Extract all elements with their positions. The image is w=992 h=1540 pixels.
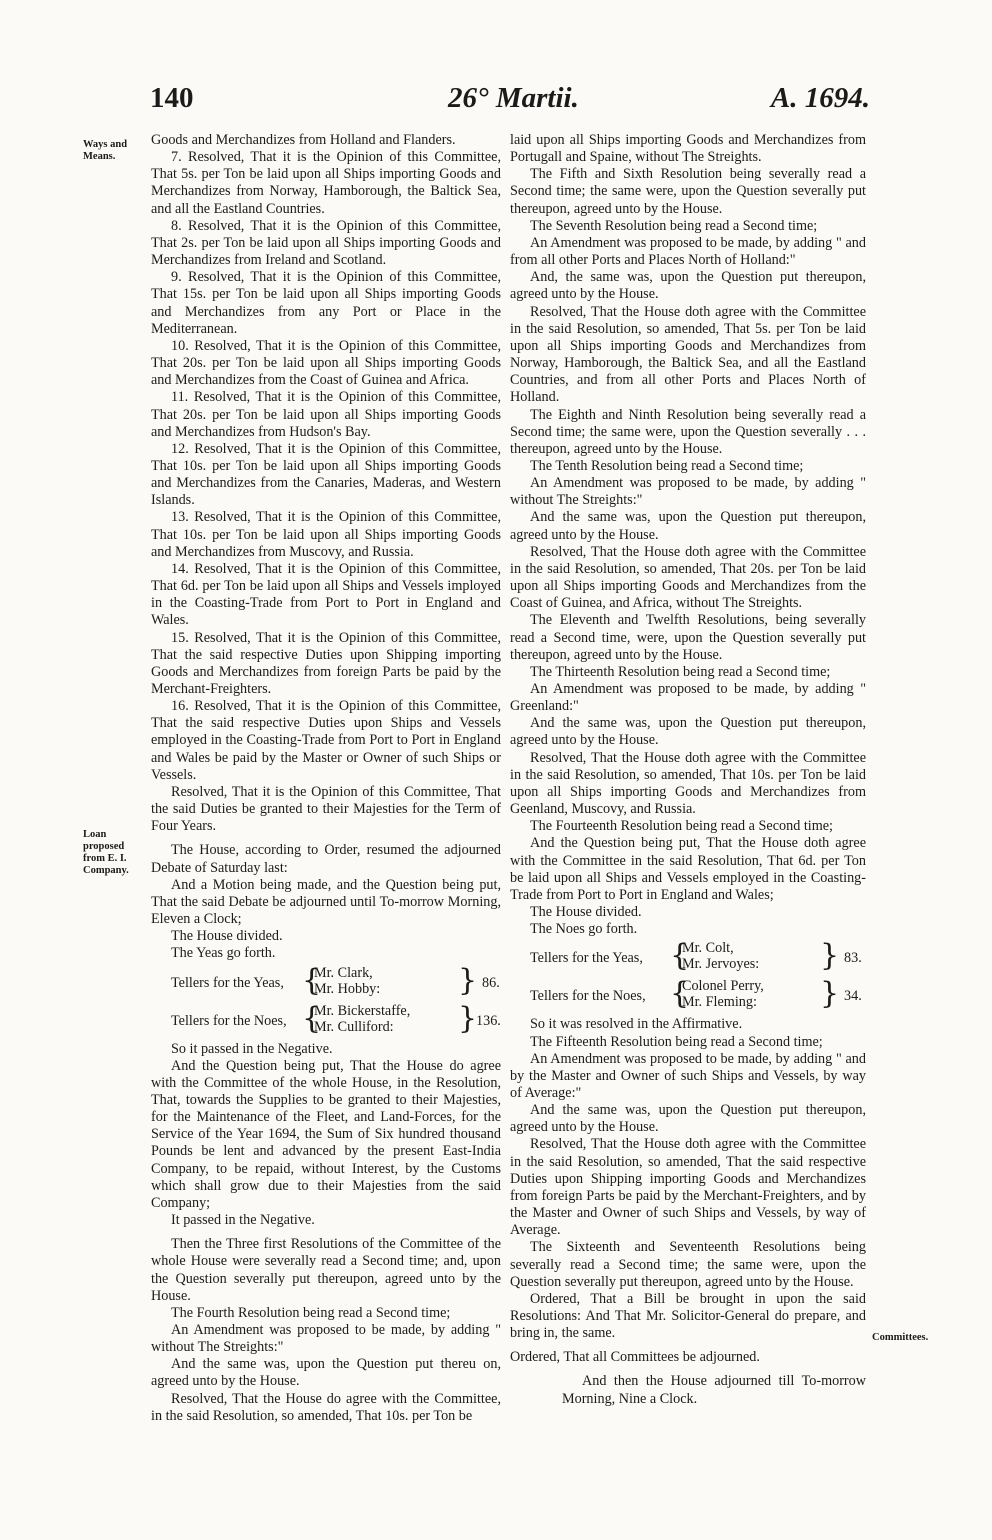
paragraph: Goods and Merchandizes from Holland and Flanders.	[151, 132, 456, 148]
resolution-14: 14. Resolved, That it is the Opinion of this Committee, That 6d. per Ton be laid upon all Ships and Vessels imployed in the Coasting-Trade from Port to Port in England and Wales.	[151, 560, 501, 629]
paragraph: Ordered, That a Bill be brought in upon the said Resolutions: And That Mr. Solicitor-General do prepare, and bring in, the same.	[510, 1290, 866, 1342]
paragraph: And a Motion being made, and the Question being put, That the said Debate be adjourned until To-morrow Morning, Eleven a Clock;	[151, 876, 501, 928]
vote-count: 86.	[482, 974, 500, 991]
resolution-10: 10. Resolved, That it is the Opinion of this Committee, That 20s. per Ton be laid upon all Ships importing Goods and Merchandizes from the Coast of Guinea and Africa.	[151, 337, 501, 389]
resolution-15: 15. Resolved, That it is the Opinion of this Committee, That the said respective Duties upon Shipping importing Goods and Merchandizes from foreign Parts be paid by the Merchant-Freighters.	[151, 629, 501, 697]
vote-count: 136.	[476, 1012, 501, 1029]
resolution-9: 9. Resolved, That it is the Opinion of this Committee, That 15s. per Ton be laid upon all Ships importing Goods and Merchandizes from any Port or Place in the Mediterranean.	[151, 269, 501, 337]
paragraph: The Fifth and Sixth Resolution being severally read a Second time; the same were, upon the Question severally put thereupon, agreed unto by the House.	[510, 166, 866, 217]
paragraph: Ordered, That all Committees be adjourned.	[510, 1349, 760, 1366]
teller-name: Mr. Hobby:	[314, 980, 381, 997]
paragraph: The House, according to Order, resumed the adjourned Debate of Saturday last:	[151, 842, 501, 876]
teller-name: Mr. Bickerstaffe,	[314, 1002, 411, 1019]
teller-name: Mr. Fleming:	[682, 994, 757, 1011]
tellers-label: Tellers for the Yeas,	[171, 974, 284, 991]
paragraph: An Amendment was proposed to be made, by adding " and from all other Ports and Places North of Holland:"	[510, 234, 866, 269]
paragraph: The Yeas go forth.	[171, 945, 276, 962]
paragraph: And the same was, upon the Question put thereu on, agreed unto by the House.	[151, 1356, 501, 1390]
resolution-8: 8. Resolved, That it is the Opinion of this Committee, That 2s. per Ton be laid upon all Ships importing Goods and Merchandizes from Ireland and Scotland.	[151, 217, 501, 269]
left-column	[151, 132, 501, 1425]
tellers-yeas	[530, 940, 866, 976]
page-number: 140	[150, 82, 194, 114]
teller-name: Mr. Jervoyes:	[682, 956, 760, 973]
paragraph: And the Question being put, That the House doth agree with the Committee in the said Resolution, That 6d. per Ton be laid upon all Ships and Vessels employed in the Coasting-Trade from Port to Port in England and Wales;	[510, 835, 866, 903]
paragraph: And the same was, upon the Question put thereupon, agreed unto by the House.	[510, 715, 866, 749]
paragraph: Resolved, That the House do agree with the Committee, in the said Resolution, so amended, That 10s. per Ton be	[151, 1390, 501, 1424]
paragraph: The House divided.	[171, 928, 283, 945]
teller-name: Mr. Clark,	[314, 964, 373, 981]
vote-count: 83.	[844, 950, 862, 967]
paragraph: The Tenth Resolution being read a Second time;	[530, 457, 804, 474]
paragraph: The Eighth and Ninth Resolution being severally read a Second time; the same were, upon the Question severally . . . thereupon, agreed unto by the House.	[510, 406, 866, 457]
vote-count: 34.	[844, 988, 862, 1005]
paragraph: An Amendment was proposed to be made, by adding " Greenland:"	[510, 681, 866, 715]
paragraph: Resolved, That the House doth agree with the Committee in the said Resolution, so amended, That 20s. per Ton be laid upon all Ships importing Goods and Merchandizes from the Coast of Guinea, and Africa, without The Streights.	[510, 543, 866, 612]
paragraph: And the Question being put, That the House do agree with the Committee of the whole House, in the Resolution, That, towards the Supplies to be granted to their Majesties, for the Maintenance of the Fleet, and Land-Forces, for the Service of the Year 1694, the Sum of Six hundred thousand Pounds be lent and advanced by the present East-India Company, to be repaid, without Interest, by the Customs which shall grow due to their Majesties from the said Company;	[151, 1057, 501, 1211]
paragraph: Resolved, That the House doth agree with the Committee in the said Resolution, so amended, That 10s. per Ton be laid upon all Ships importing Goods and Merchandizes from Geenland, Muscovy, and Russia.	[510, 749, 866, 818]
journal-year: A. 1694.	[770, 82, 870, 114]
paragraph: The Seventh Resolution being read a Second time;	[530, 217, 818, 234]
brace-icon: }	[458, 962, 478, 998]
tellers-noes	[171, 1000, 501, 1039]
paragraph: So it was resolved in the Affirmative.	[530, 1016, 743, 1033]
tellers-noes	[530, 978, 866, 1014]
paragraph: And, the same was, upon the Question put thereupon, agreed unto by the House.	[510, 269, 866, 303]
margin-note-ways-and-means: Ways and Means.	[83, 139, 128, 162]
tellers-label: Tellers for the Yeas,	[530, 950, 643, 967]
paragraph: An Amendment was proposed to be made, by adding " without The Streights:"	[151, 1322, 501, 1356]
page-header	[150, 82, 870, 122]
paragraph: And the same was, upon the Question put thereupon, agreed unto by the House.	[510, 1102, 866, 1136]
teller-name: Mr. Colt,	[682, 940, 734, 957]
paragraph: It passed in the Negative.	[171, 1212, 315, 1229]
paragraph: The Fourth Resolution being read a Second time;	[171, 1304, 451, 1321]
brace-icon: {	[302, 1000, 322, 1036]
teller-name: Mr. Culliford:	[314, 1018, 394, 1035]
resolution-12: 12. Resolved, That it is the Opinion of this Committee, That 10s. per Ton be laid upon all Ships importing Goods and Merchandizes from the Canaries, Maderas, and Western Islands.	[151, 440, 501, 509]
journal-date: 26° Martii.	[448, 82, 579, 114]
paragraph: And the same was, upon the Question put thereupon, agreed unto by the House.	[510, 509, 866, 543]
brace-icon: }	[820, 938, 840, 974]
right-column	[510, 132, 866, 1408]
paragraph: laid upon all Ships importing Goods and Merchandizes from Portugall and Spaine, without The Streights.	[510, 132, 866, 166]
paragraph: The Eleventh and Twelfth Resolutions, being severally read a Second time, were, upon the Question severally put thereupon, agreed unto by the House.	[510, 612, 866, 663]
resolution-13: 13. Resolved, That it is the Opinion of this Committee, That 10s. per Ton be laid upon all Ships importing Goods and Merchandizes from Muscovy, and Russia.	[151, 509, 501, 560]
tellers-label: Tellers for the Noes,	[530, 988, 646, 1005]
brace-icon: {	[670, 976, 690, 1012]
brace-icon: }	[458, 1000, 478, 1036]
brace-icon: {	[302, 962, 322, 998]
resolution-7: 7. Resolved, That it is the Opinion of this Committee, That 5s. per Ton be laid upon all Ships importing Goods and Merchandizes from Norway, Hamborough, the Baltick Sea, and all the Eastland Countries.	[151, 149, 501, 217]
paragraph: The Sixteenth and Seventeenth Resolutions being severally read a Second time; the same were, upon the Question severally put thereupon, agreed unto by the House.	[510, 1239, 866, 1290]
tellers-yeas	[171, 962, 501, 1001]
paragraph: The Fourteenth Resolution being read a Second time;	[530, 818, 833, 835]
paragraph: Resolved, That the House doth agree with the Committee in the said Resolution, so amended, That 5s. per Ton be laid upon all Ships importing Goods and Merchandizes from Norway, Hamborough, the Baltick Sea, and all the Eastland Countries, and from all other Ports and Places North of Holland.	[510, 303, 866, 406]
tellers-label: Tellers for the Noes,	[171, 1012, 287, 1029]
teller-name: Colonel Perry,	[682, 978, 764, 995]
closing-line: And then the House adjourned till To-morrow Morning, Nine a Clock.	[562, 1373, 866, 1407]
paragraph: An Amendment was proposed to be made, by adding " without The Streights:"	[510, 475, 866, 509]
paragraph: An Amendment was proposed to be made, by adding " and by the Master and Owner of such Ships and Vessels, by way of Average:"	[510, 1050, 866, 1101]
paragraph: The Fifteenth Resolution being read a Second time;	[530, 1033, 823, 1050]
brace-icon: {	[670, 938, 690, 974]
paragraph: Then the Three first Resolutions of the Committee of the whole House were severally read a Second time; and, upon the Question severally put thereupon, agreed unto by the House.	[151, 1236, 501, 1304]
paragraph: Resolved, That the House doth agree with the Committee in the said Resolution, so amended, That the said respective Duties upon Shipping importing Goods and Merchandizes from foreign Parts be paid by the Merchant-Freighters, and by the Master and Owner of such Ships and Vessels, by way of Average.	[510, 1136, 866, 1239]
brace-icon: }	[820, 976, 840, 1012]
resolution-17: Resolved, That it is the Opinion of this Committee, That the said Duties be granted to their Majesties for the Term of Four Years.	[151, 783, 501, 835]
resolution-11: 11. Resolved, That it is the Opinion of this Committee, That 20s. per Ton be laid upon all Ships importing Goods and Merchandizes from Hudson's Bay.	[151, 389, 501, 440]
paragraph: The Thirteenth Resolution being read a Second time;	[530, 663, 831, 680]
margin-note-committees: Committees.	[872, 1332, 929, 1343]
paragraph: The Noes go forth.	[530, 921, 638, 938]
paragraph: So it passed in the Negative.	[171, 1040, 333, 1057]
resolution-16: 16. Resolved, That it is the Opinion of this Committee, That the said respective Duties upon Ships and Vessels employed in the Coasting-Trade from Port to Port in England and Wales be paid by the Master or Owner of such Ships or Vessels.	[151, 698, 501, 783]
margin-note-loan-proposed: Loan proposed from E. I. Company.	[83, 829, 129, 876]
paragraph: The House divided.	[530, 904, 642, 921]
